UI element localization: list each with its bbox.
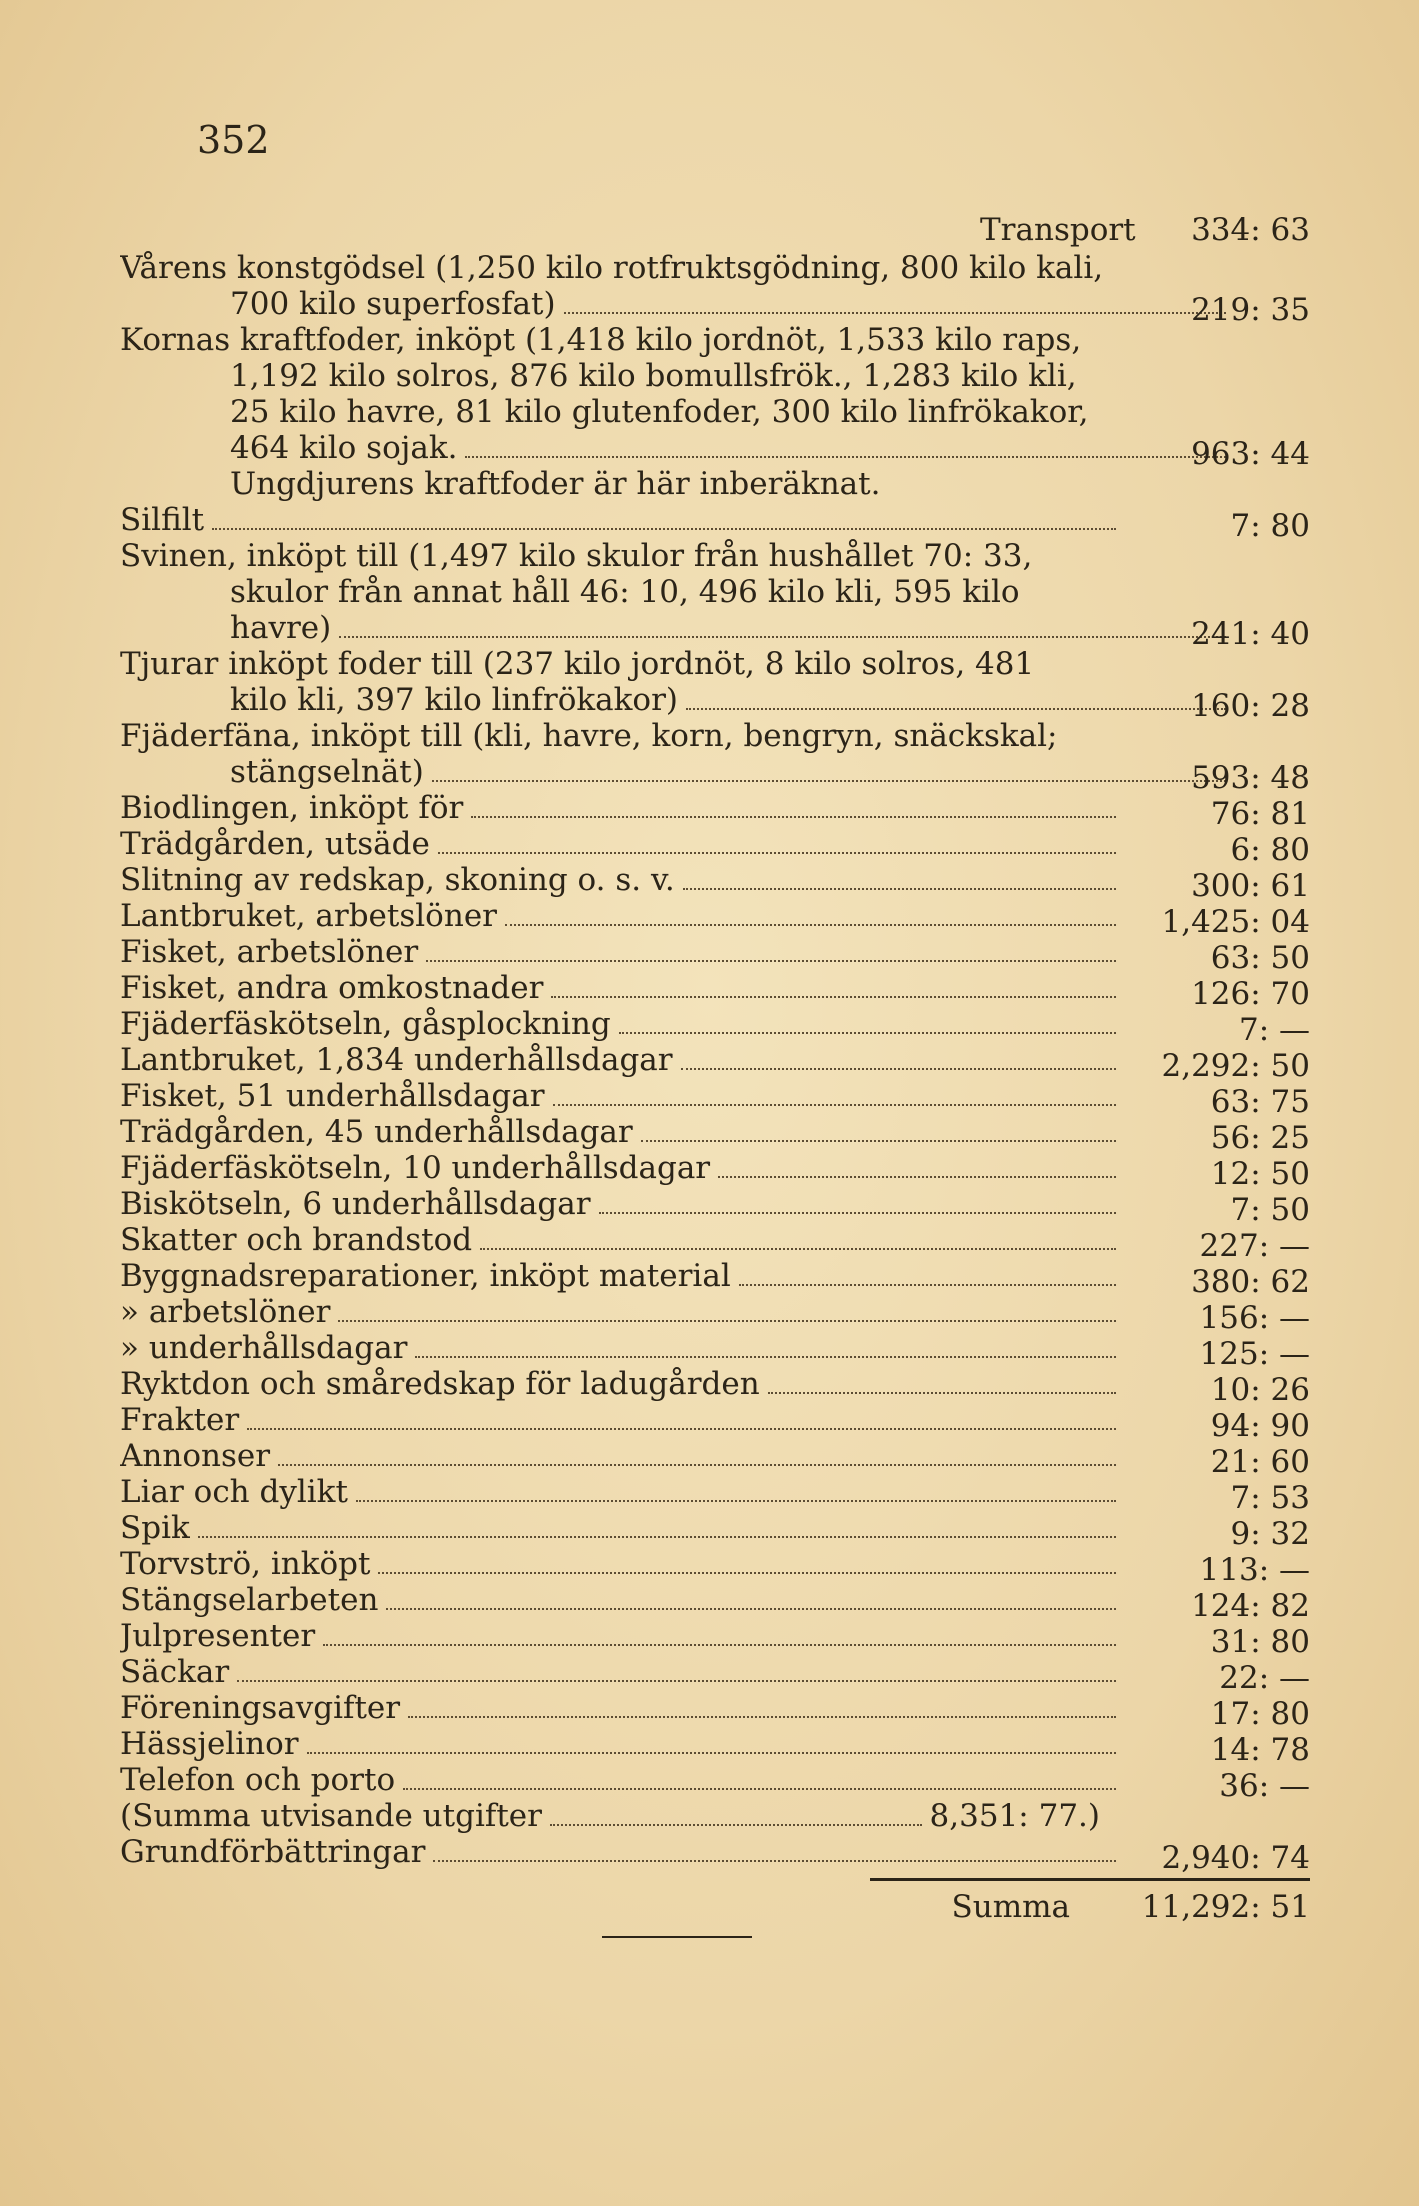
entries-list <box>120 250 1320 1804</box>
entry-line: 1,192 kilo solros, 876 kilo bomullsfrök., 1,283 kilo kli, <box>230 358 1077 394</box>
ledger-entry <box>120 862 1320 904</box>
entry-line: Svinen, inköpt till (1,497 kilo skulor från hushållet 70: 33, <box>120 538 1033 574</box>
entry-amount: 94: 90 <box>1210 1408 1310 1444</box>
ledger-entry <box>120 1438 1320 1480</box>
ledger-entry <box>120 250 1320 328</box>
ledger-entry <box>120 1366 1320 1408</box>
entry-text: Liar och dylikt <box>120 1474 348 1510</box>
entry-line: 25 kilo havre, 81 kilo glutenfoder, 300 kilo linfrökakor, <box>230 394 1089 430</box>
entry-text: Lantbruket, 1,834 underhållsdagar <box>120 1042 673 1078</box>
entry-text: Skatter och brandstod <box>120 1222 473 1258</box>
ledger-entry <box>120 1546 1320 1588</box>
ledger-entry <box>120 1654 1320 1696</box>
entry-note: Ungdjurens kraftfoder är här inberäknat. <box>230 466 881 502</box>
entry-text: havre) <box>230 610 332 646</box>
entry-line <box>120 1294 1120 1330</box>
entry-text: Biodlingen, inköpt för <box>120 790 464 826</box>
ledger-entry <box>120 502 1320 544</box>
entry-line <box>120 502 1120 538</box>
improvements-amount: 2,940: 74 <box>1161 1840 1310 1876</box>
transport-row <box>120 212 1320 250</box>
entry-amount: 1,425: 04 <box>1161 904 1310 940</box>
entry-amount: 6: 80 <box>1230 832 1310 868</box>
entry-line: Fjäderfäna, inköpt till (kli, havre, korn, bengryn, snäckskal; <box>120 718 1058 754</box>
summa-label: Summa <box>951 1889 1070 1925</box>
ledger-entry <box>120 1330 1320 1372</box>
ledger-entry <box>120 898 1320 940</box>
entry-amount: 56: 25 <box>1210 1120 1310 1156</box>
entry-line <box>120 1510 1120 1546</box>
entry-amount: 227: — <box>1199 1228 1310 1264</box>
transport-label: Transport <box>980 212 1136 248</box>
entry-amount: 156: — <box>1199 1300 1310 1336</box>
ledger-entry <box>120 1762 1320 1804</box>
entry-amount: 2,292: 50 <box>1161 1048 1310 1084</box>
entry-line <box>120 1438 1120 1474</box>
entry-amount: 7: 80 <box>1230 508 1310 544</box>
entry-amount: 219: 35 <box>1191 292 1310 328</box>
entry-amount: 36: — <box>1219 1768 1310 1804</box>
entry-amount: 241: 40 <box>1191 616 1310 652</box>
ledger-entry <box>120 322 1320 472</box>
entry-amount: 593: 48 <box>1191 760 1310 796</box>
outgoing-note-amount: 8,351: 77.) <box>929 1798 1100 1834</box>
ledger-entry <box>120 934 1320 976</box>
entry-line <box>120 610 1230 646</box>
entry-line <box>120 862 1120 898</box>
entry-amount: 300: 61 <box>1191 868 1310 904</box>
ledger-entry <box>120 1222 1320 1264</box>
entry-amount: 14: 78 <box>1210 1732 1310 1768</box>
entry-text: Trädgården, utsäde <box>120 826 430 862</box>
entry-line <box>120 1042 1120 1078</box>
entry-text: Annonser <box>120 1438 271 1474</box>
ledger-entry <box>120 826 1320 868</box>
ledger-entry <box>120 1294 1320 1336</box>
ledger-entry <box>120 1726 1320 1768</box>
entry-line <box>120 1546 1120 1582</box>
entry-line <box>120 286 1230 322</box>
entry-amount: 125: — <box>1199 1336 1310 1372</box>
entry-amount: 124: 82 <box>1191 1588 1310 1624</box>
entry-text: Fisket, andra omkostnader <box>120 970 544 1006</box>
entry-amount: 126: 70 <box>1191 976 1310 1012</box>
entry-text: 464 kilo sojak. <box>230 430 458 466</box>
entry-text: Föreningsavgifter <box>120 1690 401 1726</box>
entry-amount: 7: 50 <box>1230 1192 1310 1228</box>
sum-rule <box>870 1878 1310 1881</box>
entry-text: Fisket, 51 underhållsdagar <box>120 1078 545 1114</box>
page-number: 352 <box>197 118 270 162</box>
entry-line <box>120 1222 1120 1258</box>
entry-line <box>120 1402 1120 1438</box>
ledger-entry <box>120 646 1320 724</box>
entry-line <box>120 1006 1120 1042</box>
entry-line <box>120 1474 1120 1510</box>
entry-text: Fjäderfäskötseln, 10 underhållsdagar <box>120 1150 711 1186</box>
outgoing-note-row <box>120 1798 1320 1834</box>
entry-line <box>120 430 1230 466</box>
entry-line: Tjurar inköpt foder till (237 kilo jordnöt, 8 kilo solros, 481 <box>120 646 1035 682</box>
ledger-entry <box>120 1006 1320 1048</box>
entry-amount: 76: 81 <box>1210 796 1310 832</box>
transport-amount: 334: 63 <box>1191 212 1310 248</box>
summa-amount: 11,292: 51 <box>1141 1889 1310 1925</box>
entry-text: kilo kli, 397 kilo linfrökakor) <box>230 682 678 718</box>
entry-line <box>120 1186 1120 1222</box>
ledger-entry <box>120 1258 1320 1300</box>
entry-amount: 21: 60 <box>1210 1444 1310 1480</box>
entry-amount: 7: 53 <box>1230 1480 1310 1516</box>
ledger-entry <box>120 790 1320 832</box>
entry-amount: 113: — <box>1199 1552 1310 1588</box>
ledger-entry <box>120 1618 1320 1660</box>
entry-line <box>120 1366 1120 1402</box>
ledger-entry <box>120 1510 1320 1552</box>
entry-amount: 9: 32 <box>1230 1516 1310 1552</box>
entry-text: Telefon och porto <box>120 1762 396 1798</box>
entry-line: Kornas kraftfoder, inköpt (1,418 kilo jordnöt, 1,533 kilo raps, <box>120 322 1082 358</box>
entry-amount: 31: 80 <box>1210 1624 1310 1660</box>
entry-line <box>120 934 1120 970</box>
ledger-entry <box>120 970 1320 1012</box>
bottom-rule <box>602 1936 752 1938</box>
improvements-label: Grundförbättringar <box>120 1834 426 1870</box>
entry-amount: 63: 50 <box>1210 940 1310 976</box>
entry-line <box>120 826 1120 862</box>
entry-amount: 10: 26 <box>1210 1372 1310 1408</box>
entry-line <box>120 790 1120 826</box>
entry-text: Silfilt <box>120 502 205 538</box>
entry-amount: 380: 62 <box>1191 1264 1310 1300</box>
entry-text: 700 kilo superfosfat) <box>230 286 556 322</box>
entry-amount: 17: 80 <box>1210 1696 1310 1732</box>
summa-row <box>120 1889 1320 1933</box>
entry-text: Lantbruket, arbetslöner <box>120 898 497 934</box>
expense-ledger <box>120 212 1320 1933</box>
ledger-entry <box>120 1150 1320 1192</box>
entry-line <box>120 1078 1120 1114</box>
entry-text: stängselnät) <box>230 754 424 790</box>
entry-amount: 22: — <box>1219 1660 1310 1696</box>
entry-line <box>120 1150 1120 1186</box>
entry-line <box>120 1114 1120 1150</box>
entry-text: Ryktdon och småredskap för ladugården <box>120 1366 760 1402</box>
ledger-entry <box>120 1042 1320 1084</box>
entry-line <box>120 1258 1120 1294</box>
entry-text: Säckar <box>120 1654 230 1690</box>
entry-line <box>120 1330 1120 1366</box>
entry-line <box>120 1762 1120 1798</box>
entry-amount: 963: 44 <box>1191 436 1310 472</box>
entry-amount: 160: 28 <box>1191 688 1310 724</box>
improvements-row <box>120 1834 1320 1876</box>
entry-line <box>120 1582 1120 1618</box>
entry-amount: 7: — <box>1238 1012 1310 1048</box>
ledger-entry <box>120 538 1320 652</box>
entry-text: Biskötseln, 6 underhållsdagar <box>120 1186 591 1222</box>
ledger-entry <box>120 1078 1320 1120</box>
ledger-entry <box>120 1186 1320 1228</box>
entry-text: Fisket, arbetslöner <box>120 934 419 970</box>
entry-line <box>120 682 1230 718</box>
entry-text: Hässjelinor <box>120 1726 299 1762</box>
entry-text: Trädgården, 45 underhållsdagar <box>120 1114 633 1150</box>
ledger-entry <box>120 1690 1320 1732</box>
entry-line <box>120 754 1230 790</box>
entry-text: Torvströ, inköpt <box>120 1546 371 1582</box>
entry-text: Julpresenter <box>120 1618 316 1654</box>
ledger-entry <box>120 1474 1320 1516</box>
ledger-entry <box>120 1582 1320 1624</box>
outgoing-note-label: (Summa utvisande utgifter <box>120 1798 542 1834</box>
entry-line <box>120 1726 1120 1762</box>
entry-text: Spik <box>120 1510 190 1546</box>
entry-text: » underhållsdagar <box>120 1330 408 1366</box>
ledger-entry <box>120 1114 1320 1156</box>
entry-text: » arbetslöner <box>120 1294 331 1330</box>
entry-line <box>120 970 1120 1006</box>
entry-text: Stängselarbeten <box>120 1582 379 1618</box>
ledger-entry <box>120 718 1320 796</box>
entry-amount: 63: 75 <box>1210 1084 1310 1120</box>
entry-line <box>120 1618 1120 1654</box>
entry-text: Byggnadsreparationer, inköpt material <box>120 1258 731 1294</box>
entry-text: Slitning av redskap, skoning o. s. v. <box>120 862 675 898</box>
entry-text: Fjäderfäskötseln, gåsplockning <box>120 1006 611 1042</box>
entry-amount: 12: 50 <box>1210 1156 1310 1192</box>
entry-line <box>120 1654 1120 1690</box>
entry-line <box>120 898 1120 934</box>
entry-line <box>120 1690 1120 1726</box>
entry-line: skulor från annat håll 46: 10, 496 kilo kli, 595 kilo <box>230 574 1020 610</box>
entry-text: Frakter <box>120 1402 240 1438</box>
ledger-entry <box>120 1402 1320 1444</box>
entry-line: Vårens konstgödsel (1,250 kilo rotfruktsgödning, 800 kilo kali, <box>120 250 1104 286</box>
